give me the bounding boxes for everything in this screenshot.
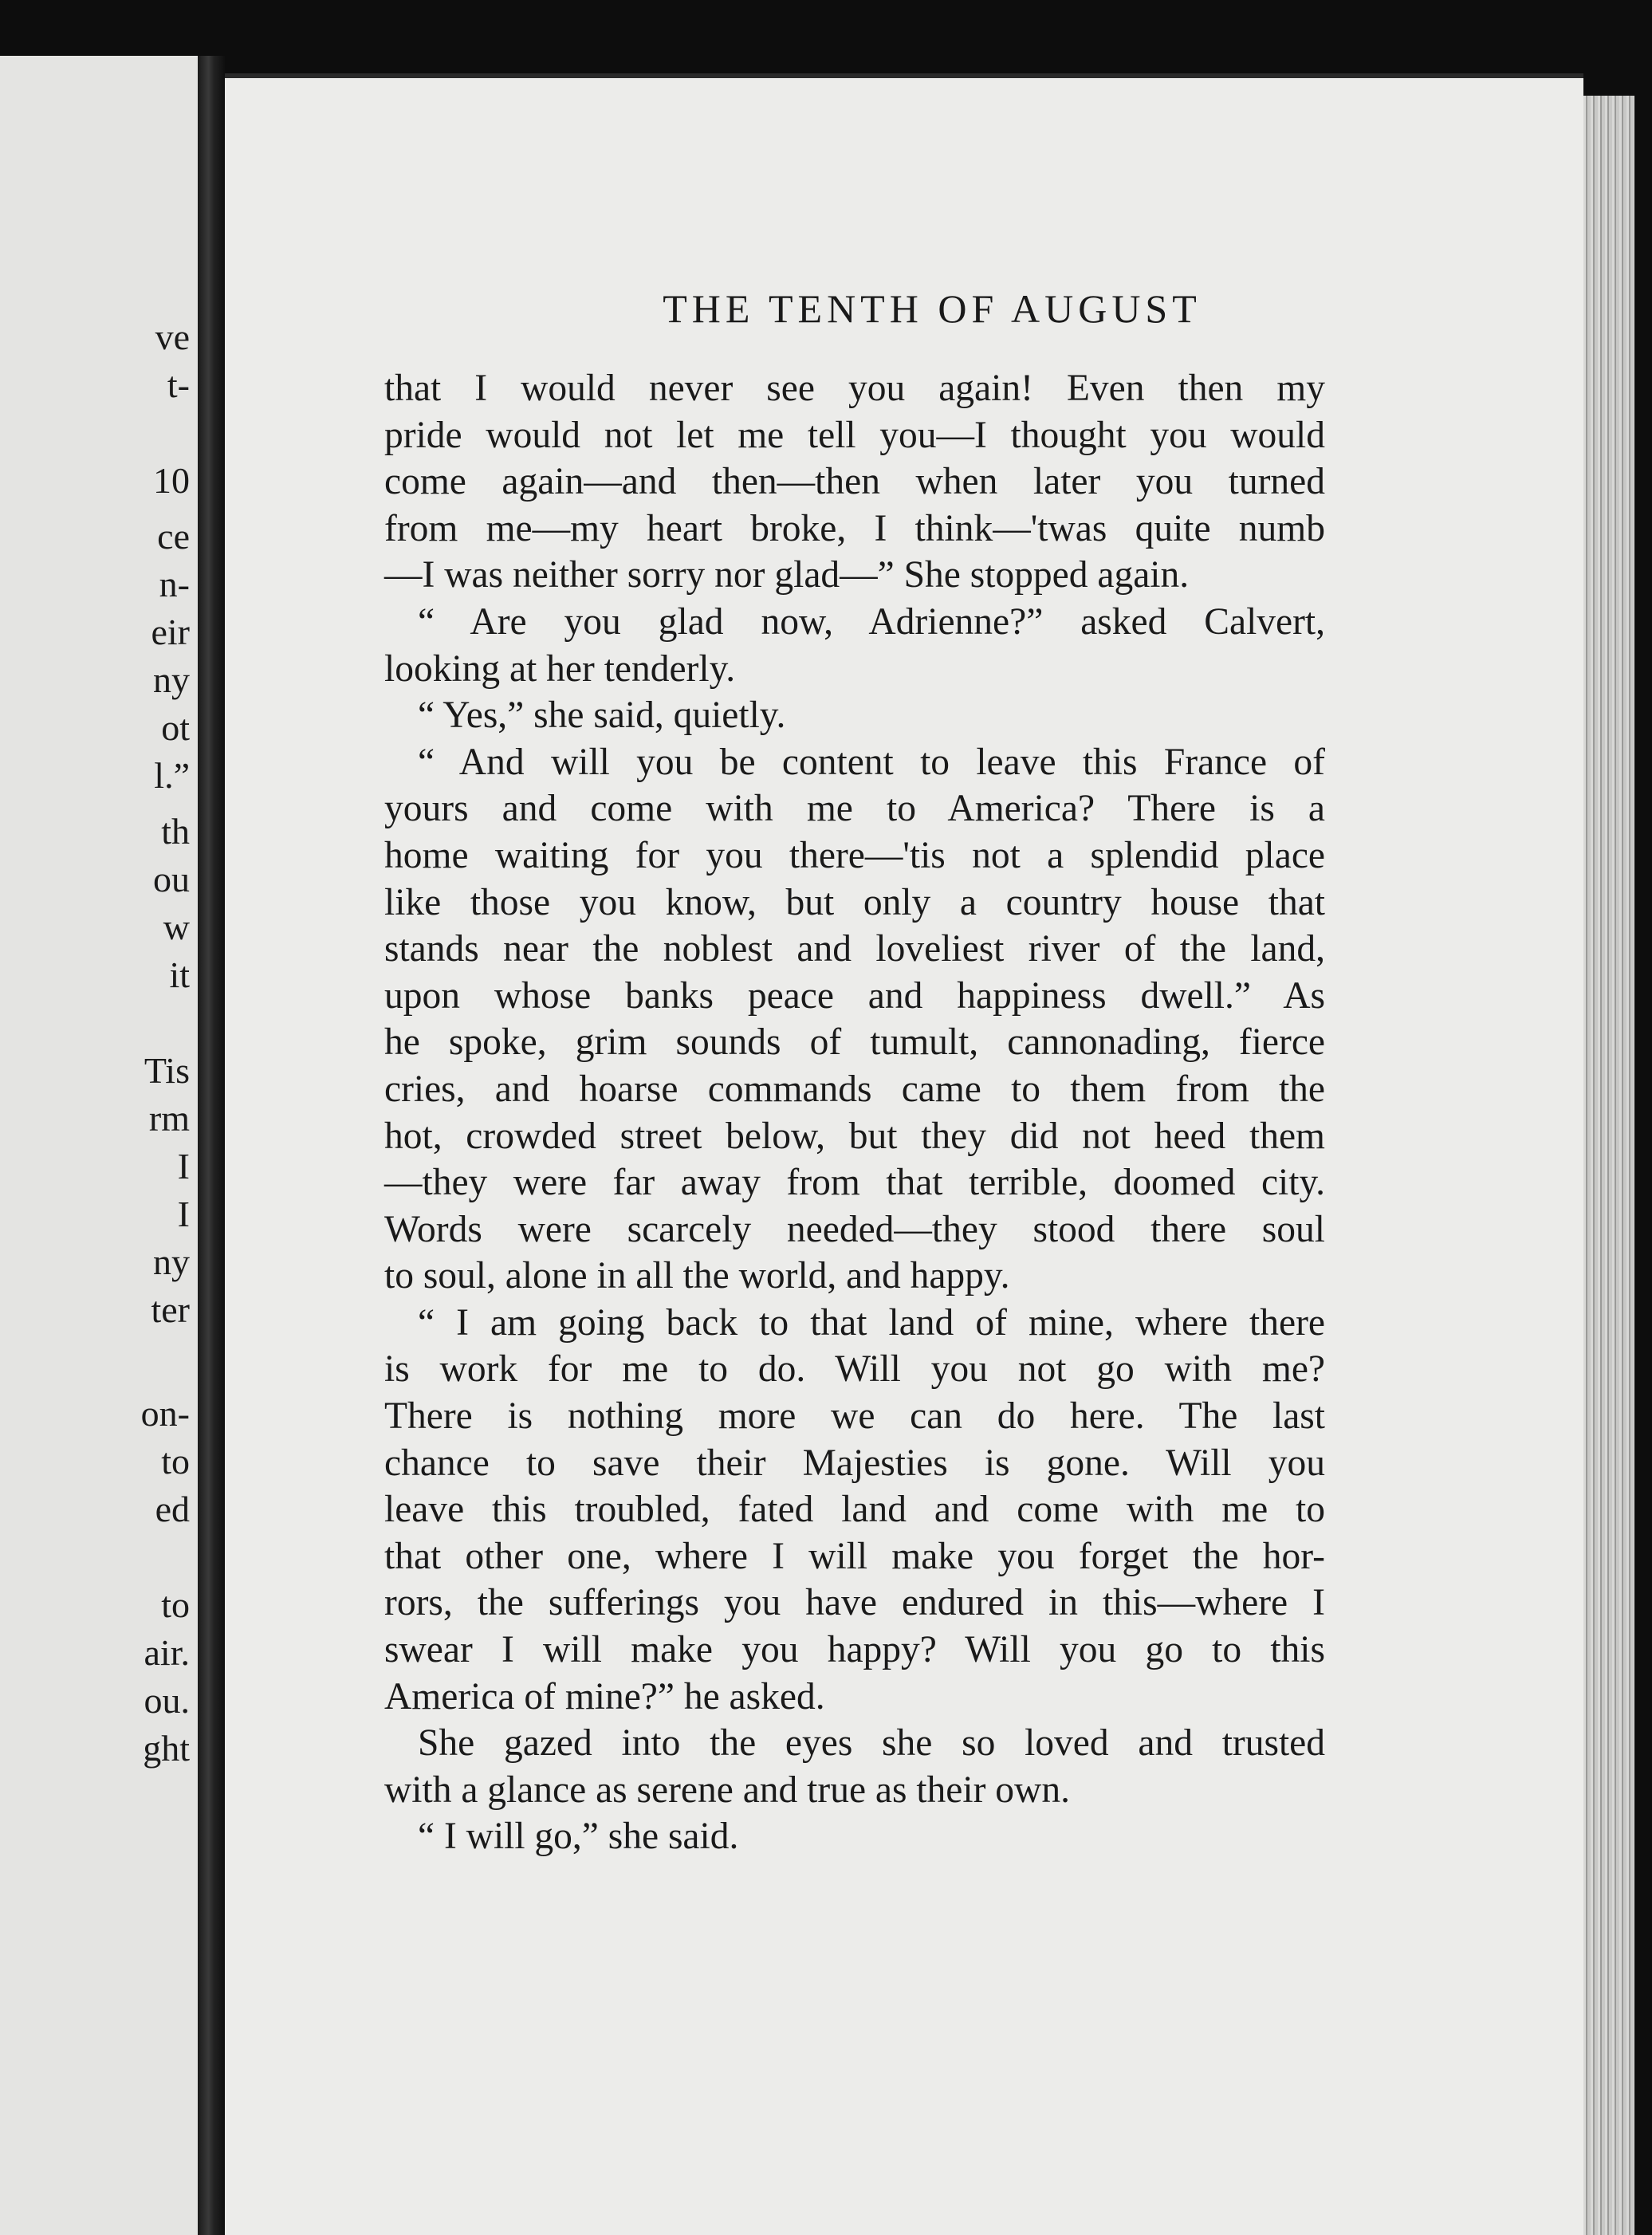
text-line: chance to save their Majesties is gone. Will you — [384, 1442, 1325, 1484]
text-line: he spoke, grim sounds of tumult, cannonading, fierce — [384, 1021, 1325, 1064]
facing-page-text-fragment: it — [169, 954, 190, 995]
text-line: “ Are you glad now, Adrienne?” asked Calvert, — [418, 600, 1325, 643]
running-head: THE TENTH OF AUGUST — [663, 286, 1202, 331]
page-edges — [1583, 96, 1634, 2235]
text-line: “ I will go,” she said. — [418, 1816, 739, 1858]
facing-page-text-fragment: w — [163, 907, 190, 947]
text-line: pride would not let me tell you—I thought you would — [384, 414, 1325, 456]
text-line: Words were scarcely needed—they stood there soul — [384, 1208, 1325, 1250]
facing-page-text-fragment: ny — [153, 1241, 190, 1282]
facing-page-text-fragment: ed — [155, 1489, 190, 1529]
text-line: cries, and hoarse commands came to them from the — [384, 1068, 1325, 1110]
text-line: with a glance as serene and true as their own. — [384, 1769, 1070, 1811]
text-line: come again—and then—then when later you turned — [384, 461, 1325, 503]
text-line: —they were far away from that terrible, doomed city. — [384, 1162, 1325, 1204]
facing-page-text-fragment: eir — [151, 612, 190, 652]
text-line: that I would never see you again! Even then my — [384, 368, 1325, 409]
text-line: leave this troubled, fated land and come with me to — [384, 1489, 1325, 1531]
body-text — [384, 365, 1325, 1860]
book-gutter — [198, 56, 225, 2235]
facing-page-text-fragment: Tis — [144, 1050, 190, 1091]
book-page — [225, 73, 1583, 2235]
text-line: hot, crowded street below, but they did not heed them — [384, 1115, 1325, 1157]
facing-page-text-fragment: ny — [153, 659, 190, 700]
text-line: yours and come with me to America? There is a — [384, 788, 1325, 830]
text-line: swear I will make you happy? Will you go to this — [384, 1629, 1325, 1671]
text-line: from me—my heart broke, I think—'twas quite numb — [384, 507, 1325, 549]
facing-page-text-fragment: to — [161, 1584, 190, 1625]
facing-page-text-fragment: on- — [140, 1393, 190, 1434]
text-line: rors, the sufferings you have endured in this—where I — [384, 1582, 1325, 1624]
text-line: to soul, alone in all the world, and happy. — [384, 1255, 1010, 1297]
facing-page-fragment — [0, 56, 198, 2235]
text-line: stands near the noblest and loveliest river of the land, — [384, 928, 1325, 970]
facing-page-text-fragment: I — [177, 1194, 190, 1234]
facing-page-text-fragment: ght — [143, 1728, 190, 1769]
text-line: “ And will you be content to leave this France of — [418, 741, 1325, 783]
facing-page-text-fragment: I — [177, 1146, 190, 1186]
text-line: —I was neither sorry nor glad—” She stopped again. — [384, 554, 1190, 596]
facing-page-text-fragment: n- — [159, 564, 190, 604]
facing-page-text-fragment: to — [161, 1441, 190, 1481]
text-line: that other one, where I will make you forget the hor- — [384, 1535, 1325, 1577]
facing-page-text-fragment: ter — [151, 1289, 190, 1330]
text-line: “ I am going back to that land of mine, where there — [418, 1301, 1325, 1344]
facing-page-text-fragment: ve — [155, 317, 190, 357]
text-line: “ Yes,” she said, quietly. — [418, 695, 786, 737]
text-line: like those you know, but only a country house that — [384, 881, 1325, 923]
text-line: upon whose banks peace and happiness dwell.” As — [384, 974, 1325, 1017]
facing-page-text-fragment: rm — [148, 1098, 190, 1139]
text-line: America of mine?” he asked. — [384, 1675, 825, 1718]
facing-page-text-fragment: ot — [161, 707, 190, 748]
facing-page-text-fragment: ce — [157, 516, 190, 557]
facing-page-text-fragment: l.” — [154, 755, 190, 796]
text-line: home waiting for you there—'tis not a splendid place — [384, 834, 1325, 876]
facing-page-text-fragment: air. — [144, 1632, 190, 1673]
text-line: looking at her tenderly. — [384, 647, 736, 690]
facing-page-text-fragment: th — [161, 811, 190, 852]
text-line: She gazed into the eyes she so loved and trusted — [418, 1722, 1325, 1765]
text-line: There is nothing more we can do here. The last — [384, 1395, 1325, 1438]
facing-page-text-fragment: ou — [153, 859, 190, 899]
facing-page-text-fragment: t- — [167, 364, 190, 405]
facing-page-text-fragment: 10 — [153, 460, 190, 501]
text-line: is work for me to do. Will you not go with me? — [384, 1348, 1325, 1391]
facing-page-text-fragment: ou. — [144, 1680, 190, 1721]
